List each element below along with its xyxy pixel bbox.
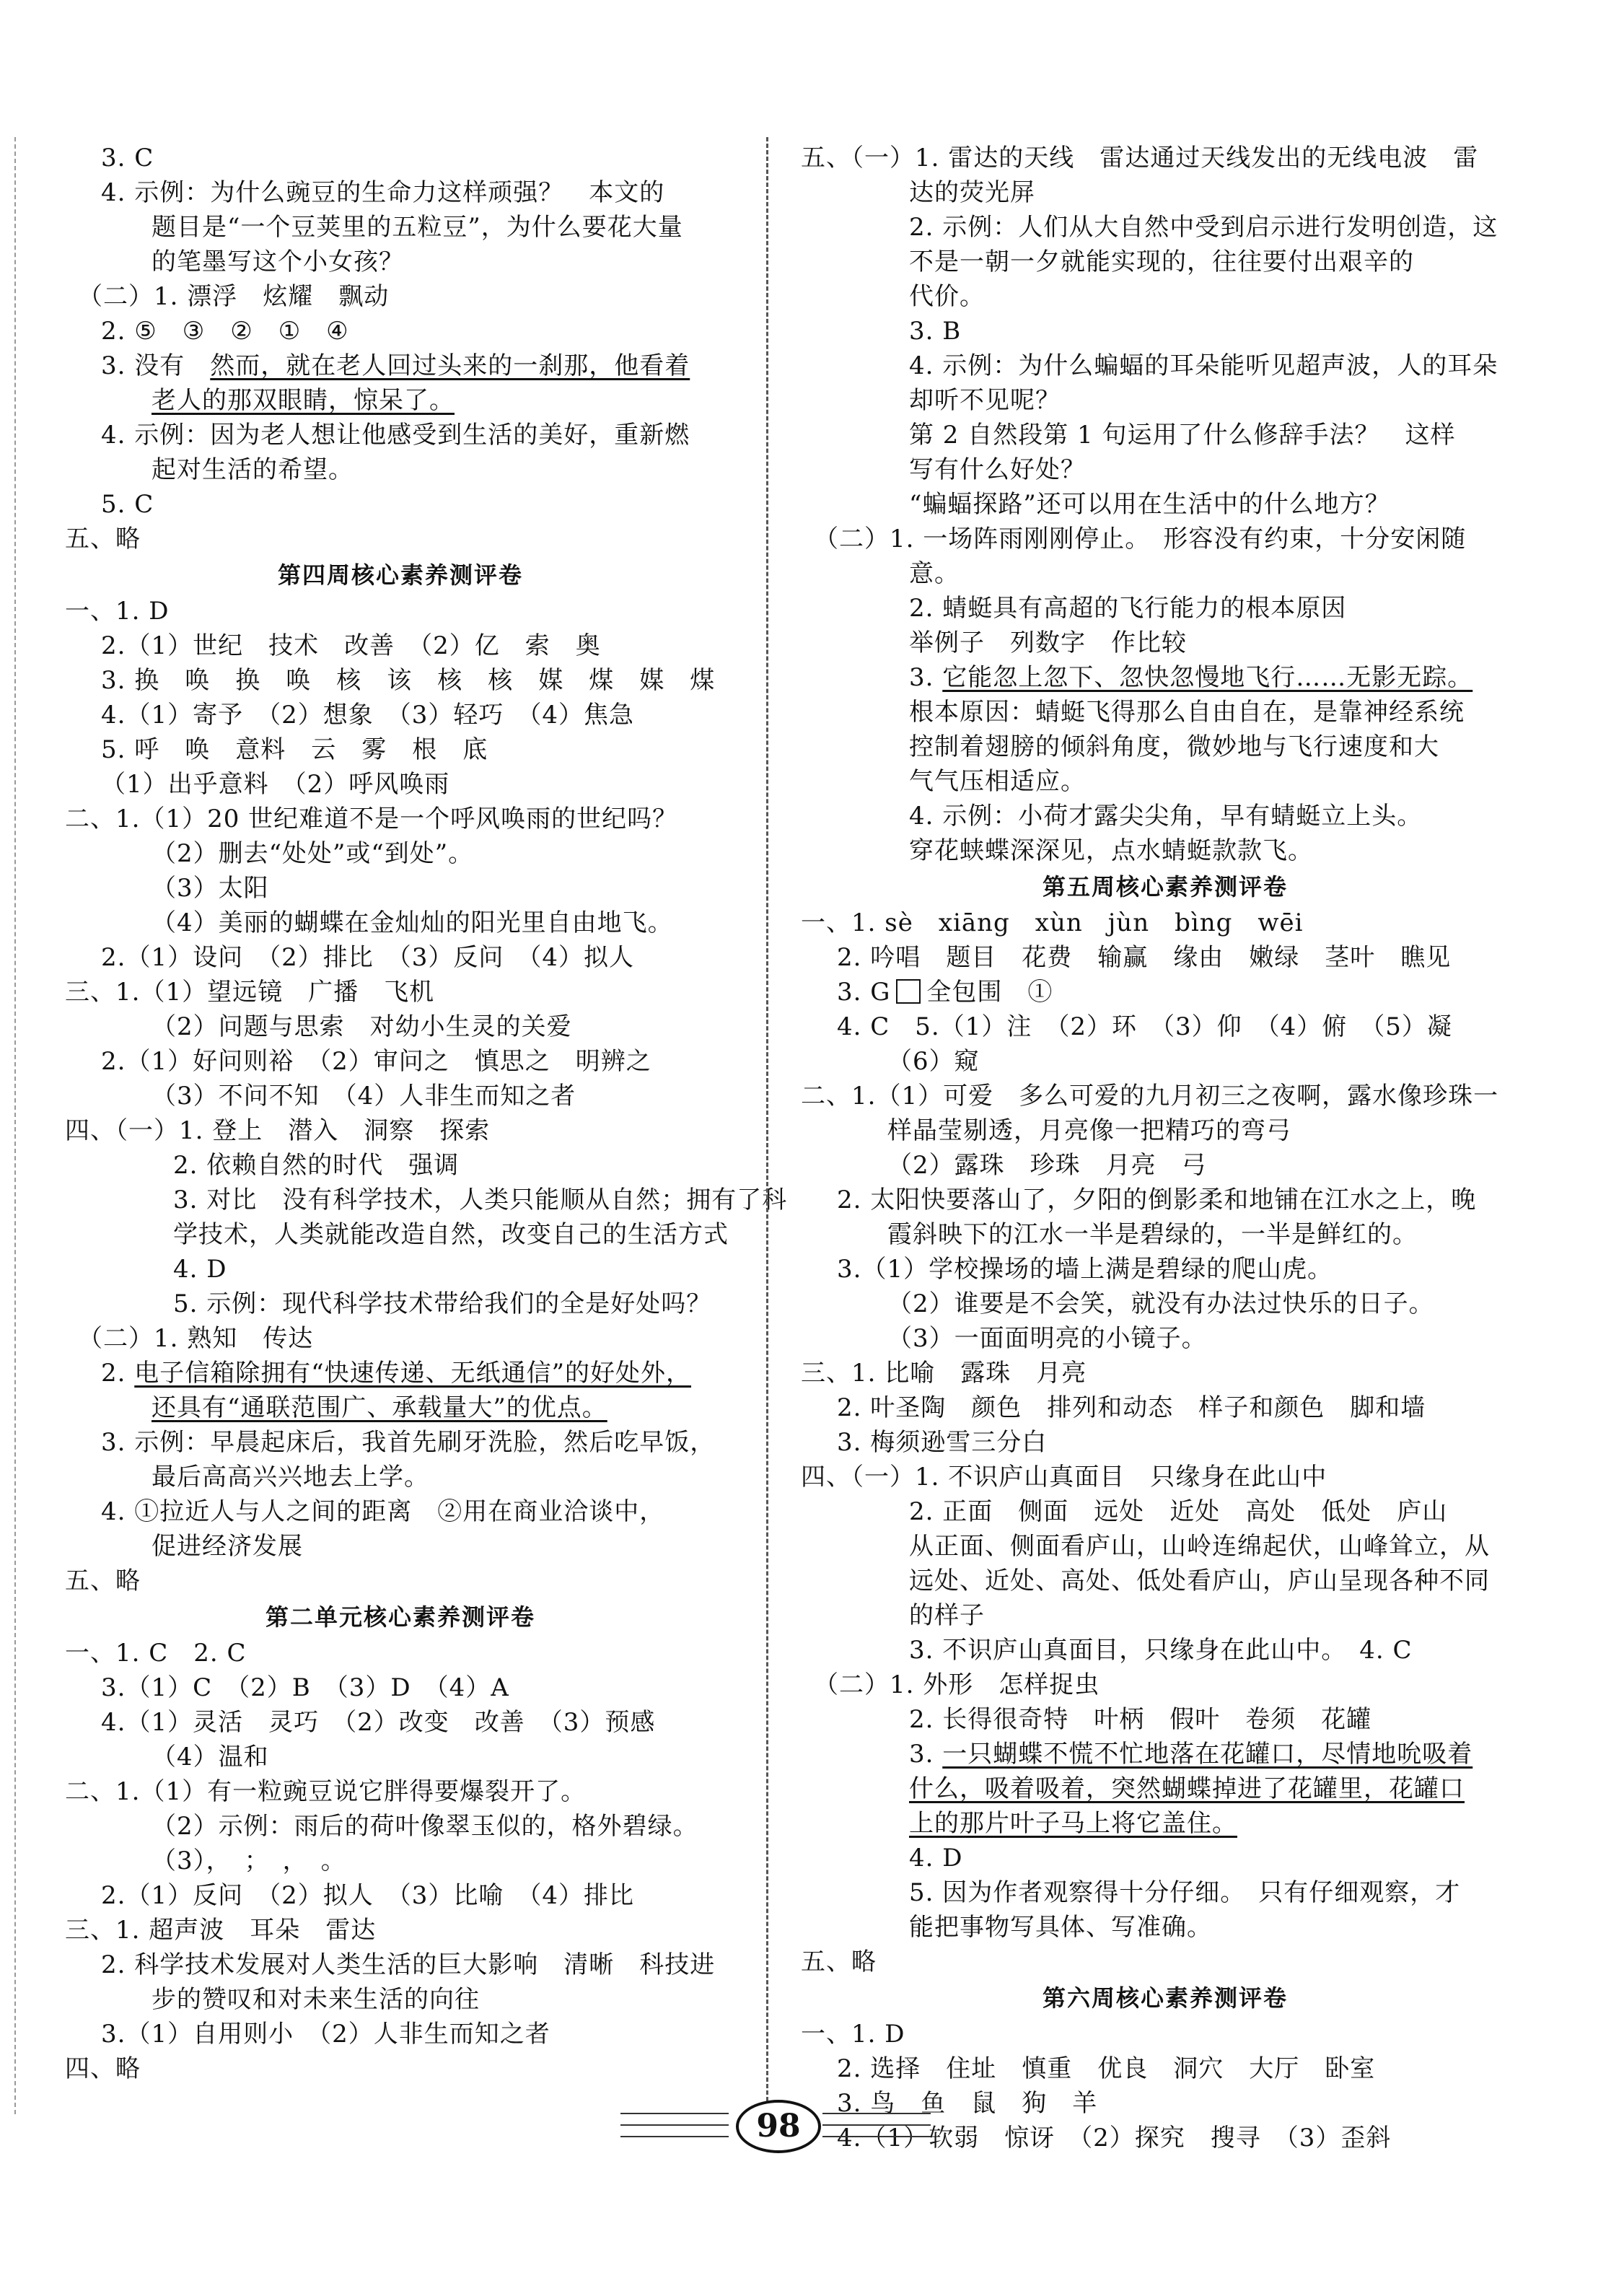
- line-text: 第五周核心素养测评卷: [1042, 873, 1288, 901]
- line-text: 5. 示例：现代科学技术带给我们的全是好处吗？: [173, 1289, 712, 1318]
- line-text: 一、1. C 2. C: [65, 1639, 247, 1668]
- line-text: 3.: [909, 1740, 943, 1769]
- answer-line: [65, 1948, 736, 1982]
- answer-line: [801, 906, 1529, 940]
- line-text: 第 2 自然段第 1 句运用了什么修辞手法？ 这样: [909, 421, 1456, 450]
- line-text: 2. 太阳快要落山了，夕阳的倒影柔和地铺在江水之上，晚: [837, 1186, 1477, 1214]
- answer-line: [801, 1113, 1529, 1148]
- underlined-answer: 然而，就在老人回过头来的一刹那，他看着: [210, 351, 690, 380]
- line-text: 4. D: [173, 1255, 227, 1284]
- answer-line: [801, 626, 1529, 660]
- answer-line: [65, 1636, 736, 1670]
- answer-line: [801, 799, 1529, 833]
- line-text: 写有什么好处？: [909, 455, 1086, 484]
- answer-line: [801, 833, 1529, 868]
- line-text: 四、略: [65, 2054, 141, 2083]
- answer-line: [65, 1390, 736, 1425]
- line-text: 2. 吟唱 题目 花费 输赢 缘由 嫩绿 茎叶 瞧见: [837, 943, 1452, 972]
- line-text: 五、略: [65, 1567, 141, 1595]
- line-text: 二、1.（1）有一粒豌豆说它胖得要爆裂开了。: [65, 1777, 587, 1806]
- answer-line: [65, 698, 736, 732]
- line-text: 2.（1）世纪 技术 改善 （2）亿 索 奥: [101, 631, 601, 660]
- answer-line: [801, 522, 1529, 556]
- answer-line: [65, 1494, 736, 1529]
- answer-line: [65, 1564, 736, 1598]
- answer-line: [801, 1806, 1529, 1841]
- line-text: 远处、近处、高处、低处看庐山，庐山呈现各种不同: [909, 1567, 1490, 1595]
- line-text: 3. B: [909, 317, 962, 346]
- answer-line: [801, 452, 1529, 487]
- line-text: （2）露珠 珍珠 月亮 弓: [887, 1151, 1207, 1180]
- line-text: （二）1. 漂浮 炫耀 飘动: [65, 282, 390, 311]
- line-text: 意。: [909, 559, 960, 588]
- line-text: 三、1.（1）望远镜 广播 飞机: [65, 978, 435, 1007]
- line-text: （1）出乎意料 （2）呼风唤雨: [101, 770, 450, 799]
- answer-line: [65, 1287, 736, 1321]
- line-text: 3. C: [101, 144, 154, 172]
- line-text: 2.（1）好问则裕 （2）审问之 慎思之 明辨之: [101, 1047, 651, 1076]
- answer-line: [801, 1079, 1529, 1113]
- line-text: 3.（1）学校操场的墙上满是碧绿的爬山虎。: [837, 1255, 1333, 1284]
- answer-line: [65, 1079, 736, 1113]
- line-text: 能把事物写具体、写准确。: [909, 1913, 1212, 1942]
- line-text: 4. C 5.（1）注 （2）环 （3）仰 （4）俯 （5）凝: [837, 1012, 1452, 1041]
- answer-line: [65, 2051, 736, 2086]
- answer-line: [65, 487, 736, 522]
- page-footer: [0, 2100, 1624, 2158]
- answer-line: [801, 556, 1529, 591]
- answer-line: [65, 836, 736, 871]
- answer-line: [65, 1009, 736, 1044]
- answer-line: [801, 1425, 1529, 1460]
- line-text: 3. 示例：早晨起床后，我首先刷牙洗脸，然后吃早饭，: [101, 1428, 716, 1457]
- answer-line: [801, 418, 1529, 452]
- answer-line: [65, 1113, 736, 1148]
- line-text: 二、1.（1）20 世纪难道不是一个呼风唤雨的世纪吗？: [65, 805, 678, 833]
- line-text: 2.（1）设问 （2）排比 （3）反问 （4）拟人: [101, 943, 634, 972]
- answer-line: [801, 383, 1529, 418]
- line-text: 样晶莹剔透，月亮像一把精巧的弯弓: [887, 1116, 1291, 1145]
- line-text: 2. 选择 住址 慎重 优良 洞穴 大厅 卧室: [837, 2054, 1376, 2083]
- line-text: 4. ①拉近人与人之间的距离 ②用在商业洽谈中，: [101, 1497, 665, 1526]
- answer-line: [801, 1737, 1529, 1771]
- answer-line: [65, 418, 736, 452]
- line-text: 三、1. 比喻 露珠 月亮: [801, 1359, 1087, 1388]
- answer-line: [65, 2017, 736, 2051]
- answer-line: [801, 1702, 1529, 1737]
- underlined-answer: 还具有“通联范围广、承载量大”的优点。: [152, 1393, 607, 1422]
- underlined-answer: 老人的那双眼睛，惊呆了。: [152, 386, 455, 415]
- line-text: 2. 蜻蜓具有高超的飞行能力的根本原因: [909, 594, 1347, 623]
- answer-line: [65, 522, 736, 556]
- answer-line: [801, 1217, 1529, 1252]
- answer-line: [801, 1148, 1529, 1183]
- column-divider: [766, 137, 768, 2114]
- line-text: 起对生活的希望。: [152, 455, 354, 484]
- answer-line: [65, 245, 736, 279]
- answer-line: [801, 1252, 1529, 1287]
- answer-line: [801, 141, 1529, 175]
- answer-line: [801, 1668, 1529, 1702]
- answer-line: [65, 871, 736, 906]
- line-text: 2.（1）反问 （2）拟人 （3）比喻 （4）排比: [101, 1881, 634, 1910]
- answer-line: [801, 591, 1529, 626]
- line-text: 控制着翅膀的倾斜角度，微妙地与飞行速度和大: [909, 732, 1439, 761]
- line-text: （二）1. 外形 怎样捉虫: [801, 1670, 1100, 1699]
- answer-line: [801, 487, 1529, 522]
- answer-line: [65, 1460, 736, 1494]
- line-text: 5. C: [101, 490, 154, 519]
- line-text: 穿花蛱蝶深深见，点水蜻蜓款款飞。: [909, 836, 1313, 865]
- line-text: 3.（1）自用则小 （2）人非生而知之者: [101, 2020, 550, 2049]
- answer-line: [801, 2051, 1529, 2086]
- answer-line: [65, 1425, 736, 1460]
- line-text: 五、（一）1. 雷达的天线 雷达通过天线发出的无线电波 雷: [801, 144, 1479, 172]
- answer-line: [65, 906, 736, 940]
- answer-line: [801, 695, 1529, 730]
- answer-line: [801, 1564, 1529, 1598]
- line-text: 4.（1）寄予 （2）想象 （3）轻巧 （4）焦急: [101, 701, 634, 730]
- answer-line: [801, 975, 1529, 1009]
- line-text: 举例子 列数字 作比较: [909, 628, 1187, 657]
- line-text: 4. 示例：为什么蝙蝠的耳朵能听见超声波，人的耳朵: [909, 351, 1498, 380]
- answer-line: [65, 940, 736, 975]
- answer-line: [801, 1321, 1529, 1356]
- line-text: 3. 没有: [101, 351, 211, 380]
- line-text: 五、略: [65, 525, 141, 553]
- answer-line: [801, 1390, 1529, 1425]
- answer-line: [65, 663, 736, 698]
- line-text: （4）温和: [152, 1743, 269, 1771]
- line-text: 2. ⑤ ③ ② ① ④: [101, 317, 349, 346]
- answer-line: [801, 245, 1529, 279]
- line-text: 3. 换 唤 换 唤 核 该 核 核 媒 煤 媒 煤: [101, 666, 716, 695]
- answer-line: [801, 175, 1529, 210]
- line-text: 4.（1）软弱 惊讶 （2）探究 搜寻 （3）歪斜: [837, 2124, 1392, 2152]
- answer-line: [801, 1945, 1529, 1979]
- line-text: 第六周核心素养测评卷: [1042, 1984, 1288, 2012]
- section-heading: [65, 556, 736, 594]
- line-text: 3. 对比 没有科学技术，人类只能顺从自然；拥有了科: [173, 1186, 788, 1214]
- line-text: 2. 正面 侧面 远处 近处 高处 低处 庐山: [909, 1497, 1448, 1526]
- answer-line: [801, 1009, 1529, 1044]
- answer-line: [65, 802, 736, 836]
- answer-line: [65, 628, 736, 663]
- answer-line: [65, 1844, 736, 1878]
- line-text: 2. 示例：人们从大自然中受到启示进行发明创造，这: [909, 213, 1498, 242]
- line-text: （2）谁要是不会笑，就没有办法过快乐的日子。: [887, 1289, 1434, 1318]
- underlined-answer: 电子信箱除拥有“快速传递、无纸通信”的好处外，: [134, 1359, 692, 1388]
- underlined-answer: 上的那片叶子马上将它盖住。: [909, 1809, 1237, 1838]
- answer-line: [801, 1183, 1529, 1217]
- line-text: （6）窥: [887, 1047, 980, 1076]
- line-text: 4. 示例：小荷才露尖尖角，早有蜻蜓立上头。: [909, 802, 1423, 831]
- line-text: “蝙蝠探路”还可以用在生活中的什么地方？: [909, 490, 1390, 519]
- line-text: （3）， ； ， 。: [152, 1847, 346, 1875]
- line-text: 的样子: [909, 1601, 985, 1630]
- line-text: 气气压相适应。: [909, 767, 1086, 796]
- answer-line: [65, 1705, 736, 1740]
- answer-line: [65, 1356, 736, 1390]
- line-text: 3. 鸟 鱼 鼠 狗 羊: [837, 2089, 1098, 2118]
- enclosure-radical-box: [896, 979, 921, 1004]
- line-text: 步的赞叹和对未来生活的向往: [152, 1985, 480, 2014]
- line-text: 学技术，人类就能改造自然，改变自己的生活方式: [173, 1220, 729, 1249]
- line-text: 五、略: [801, 1948, 877, 1976]
- line-text: 不是一朝一夕就能实现的，往往要付出艰辛的: [909, 248, 1414, 276]
- answer-line: [65, 1252, 736, 1287]
- line-text: 3.: [909, 663, 943, 692]
- answer-line: [65, 1913, 736, 1948]
- answer-line: [801, 940, 1529, 975]
- answer-line: [801, 1771, 1529, 1806]
- answer-line: [65, 1044, 736, 1079]
- line-text: 4. 示例：因为老人想让他感受到生活的美好，重新燃: [101, 421, 690, 450]
- line-text: （3）太阳: [152, 874, 269, 903]
- line-text: 四、（一）1. 登上 潜入 洞察 探索: [65, 1116, 491, 1145]
- line-text: 却听不见呢？: [909, 386, 1061, 415]
- line-text: 代价。: [909, 282, 985, 311]
- answer-line: [65, 1217, 736, 1252]
- line-text: 5. 呼 唤 意料 云 雾 根 底: [101, 735, 488, 764]
- line-text: 促进经济发展: [152, 1532, 303, 1561]
- line-text: 霞斜映下的江水一半是碧绿的，一半是鲜红的。: [887, 1220, 1418, 1249]
- answer-line: [65, 141, 736, 175]
- line-text: 一、1. D: [801, 2020, 905, 2049]
- answer-line: [65, 314, 736, 349]
- line-text: 4. D: [909, 1844, 963, 1872]
- page-number: 98: [736, 2100, 821, 2153]
- line-text: （2）删去“处处”或“到处”。: [152, 839, 474, 868]
- answer-line: [65, 732, 736, 767]
- answer-line: [65, 1183, 788, 1217]
- line-text: 2. 长得很奇特 叶柄 假叶 卷须 花罐: [909, 1705, 1372, 1734]
- line-text: （3）不问不知 （4）人非生而知之者: [152, 1082, 576, 1111]
- line-text: 的笔墨写这个小女孩？: [152, 248, 404, 276]
- page-edge-rule: [14, 137, 16, 2114]
- answer-line: [65, 452, 736, 487]
- line-text: 第二单元核心素养测评卷: [265, 1603, 535, 1631]
- line-text: 二、1.（1）可爱 多么可爱的九月初三之夜啊，露水像珍珠一: [801, 1082, 1499, 1111]
- answer-line: [65, 1878, 736, 1913]
- line-text: 2. 叶圣陶 颜色 排列和动态 样子和颜色 脚和墙: [837, 1393, 1426, 1422]
- section-heading: [801, 868, 1529, 906]
- section-heading: [65, 1598, 736, 1636]
- answer-line: [65, 1321, 736, 1356]
- left-column: [65, 141, 788, 2086]
- line-text: 四、（一）1. 不识庐山真面目 只缘身在此山中: [801, 1463, 1327, 1491]
- right-column: [801, 141, 1529, 2155]
- answer-line: [65, 210, 736, 245]
- line-text: 4. 示例：为什么豌豆的生命力这样顽强？ 本文的: [101, 178, 665, 207]
- answer-line: [801, 1841, 1529, 1875]
- line-text: （2）示例：雨后的荷叶像翠玉似的，格外碧绿。: [152, 1812, 698, 1841]
- line-text: 3. 梅须逊雪三分白: [837, 1428, 1048, 1457]
- line-text: 根本原因：蜻蜓飞得那么自由自在，是靠神经系统: [909, 698, 1465, 727]
- line-text: 2. 依赖自然的时代 强调: [173, 1151, 460, 1180]
- answer-line: [801, 764, 1529, 799]
- answer-line: [65, 767, 736, 802]
- answer-line: [65, 1809, 736, 1844]
- answer-line: [801, 1044, 1529, 1079]
- answer-line: [801, 1633, 1529, 1668]
- answer-line: [801, 1356, 1529, 1390]
- answer-line: [65, 383, 736, 418]
- section-heading: [801, 1979, 1529, 2017]
- answer-line: [801, 1529, 1529, 1564]
- answer-line: [801, 1287, 1529, 1321]
- answer-line: [801, 660, 1529, 695]
- answer-line: [801, 1910, 1529, 1945]
- line-text: 题目是“一个豆荚里的五粒豆”，为什么要花大量: [152, 213, 683, 242]
- line-text: 最后高高兴兴地去上学。: [152, 1463, 429, 1491]
- answer-line: [65, 594, 736, 628]
- line-text: 2.: [101, 1359, 135, 1388]
- line-text: （二）1. 一场阵雨刚刚停止。 形容没有约束，十分安闲随: [801, 525, 1467, 553]
- line-text: （二）1. 熟知 传达: [65, 1324, 314, 1353]
- line-text: 三、1. 超声波 耳朵 雷达: [65, 1916, 377, 1945]
- answer-line: [801, 1875, 1529, 1910]
- line-text: （3）一面面明亮的小镜子。: [887, 1324, 1207, 1353]
- answer-line: [65, 1774, 736, 1809]
- answer-line: [65, 1529, 736, 1564]
- underlined-answer: 一只蝴蝶不慌不忙地落在花罐口，尽情地吮吸着: [942, 1740, 1473, 1769]
- answer-line: [65, 1982, 736, 2017]
- line-text: 一、1. sè xiāng xùn jùn bìng wēi: [801, 908, 1304, 937]
- line-text: 达的荧光屏: [909, 178, 1035, 207]
- line-text: 一、1. D: [65, 597, 170, 626]
- line-text: （2）问题与思索 对幼小生灵的关爱: [152, 1012, 572, 1041]
- answer-line: [65, 279, 736, 314]
- line-text: （4）美丽的蝴蝶在金灿灿的阳光里自由地飞。: [152, 908, 673, 937]
- answer-line: [801, 2017, 1529, 2051]
- line-text: 第四周核心素养测评卷: [277, 561, 523, 589]
- line-text: 4.（1）灵活 灵巧 （2）改变 改善 （3）预感: [101, 1708, 656, 1737]
- line-text-after: 全包围 ①: [926, 978, 1053, 1007]
- answer-line: [801, 730, 1529, 764]
- line-text: 5. 因为作者观察得十分仔细。 只有仔细观察，才: [909, 1878, 1461, 1907]
- answer-line: [801, 1598, 1529, 1633]
- answer-line: [801, 1494, 1529, 1529]
- answer-line: [65, 1670, 736, 1705]
- answer-line: [65, 349, 736, 383]
- answer-line: [65, 1740, 736, 1774]
- answer-line: [801, 210, 1529, 245]
- answer-line: [65, 1148, 736, 1183]
- underlined-answer: 它能忽上忽下、忽快忽慢地飞行……无影无踪。: [942, 663, 1473, 692]
- answer-line: [65, 975, 736, 1009]
- line-text: 3.（1）C （2）B （3）D （4）A: [101, 1673, 509, 1702]
- line-text: 2. 科学技术发展对人类生活的巨大影响 清晰 科技进: [101, 1950, 716, 1979]
- answer-line: [801, 1460, 1529, 1494]
- line-text: 从正面、侧面看庐山，山岭连绵起伏，山峰耸立，从: [909, 1532, 1490, 1561]
- underlined-answer: 什么，吸着吸着，突然蝴蝶掉进了花罐里，花罐口: [909, 1774, 1465, 1803]
- line-text: 3. 不识庐山真面目，只缘身在此山中。 4. C: [909, 1636, 1413, 1665]
- answer-line: [801, 349, 1529, 383]
- answer-line: [801, 314, 1529, 349]
- answer-line: [801, 279, 1529, 314]
- line-text: 3. G: [837, 978, 891, 1007]
- answer-line: [65, 175, 736, 210]
